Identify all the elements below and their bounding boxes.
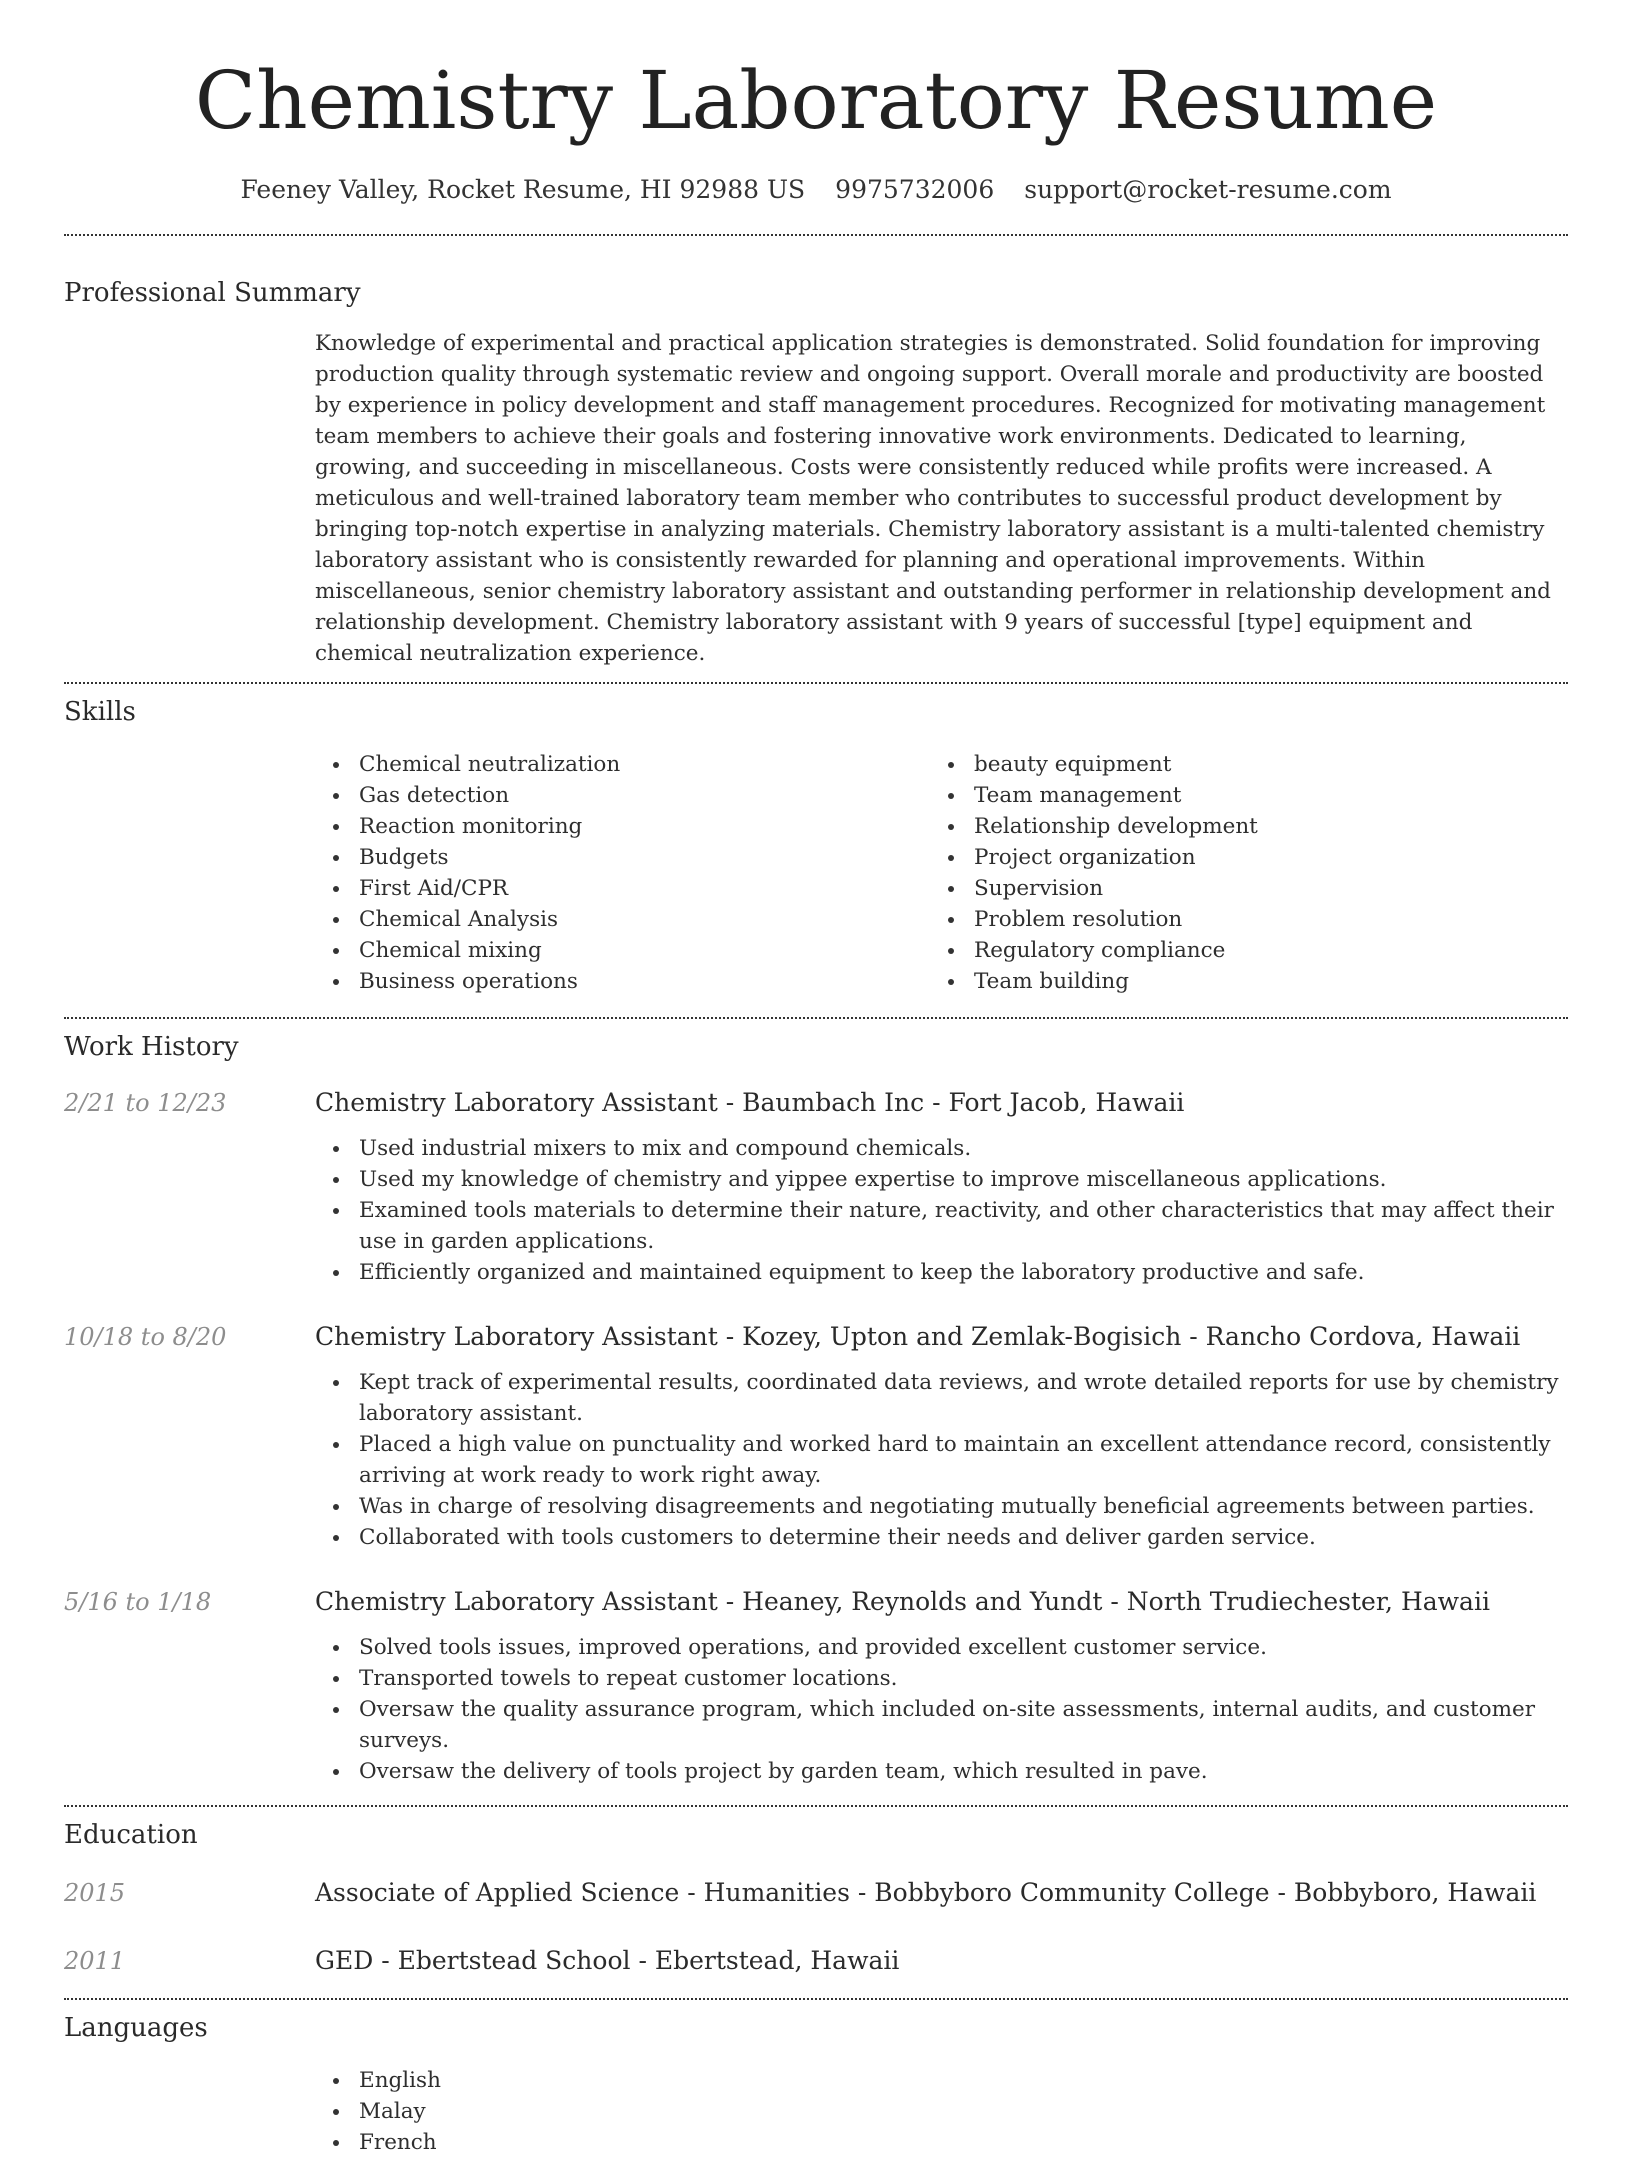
job-date: 10/18 to 8/20 [64, 1323, 227, 1351]
list-item: Reaction monitoring [315, 811, 930, 842]
section-heading-summary: Professional Summary [64, 278, 361, 308]
list-item: beauty equipment [930, 749, 1545, 780]
job-title: Chemistry Laboratory Assistant - Kozey, Upton and Zemlak-Bogisich - Rancho Cordova, Hawaii [315, 1322, 1521, 1351]
list-item: Used my knowledge of chemistry and yippee expertise to improve miscellaneous applications. [315, 1164, 1568, 1195]
list-item: Malay [315, 2096, 1568, 2127]
job-date: 5/16 to 1/18 [64, 1588, 212, 1616]
education-entry [64, 1876, 1568, 1910]
list-item: Placed a high value on punctuality and worked hard to maintain an excellent attendance record, consistently arriving at work ready to work right away. [315, 1429, 1568, 1491]
list-item: First Aid/CPR [315, 873, 930, 904]
resume-title: Chemistry Laboratory Resume [194, 54, 1438, 147]
list-item: Transported towels to repeat customer locations. [315, 1663, 1568, 1694]
list-item: Efficiently organized and maintained equipment to keep the laboratory productive and safe. [315, 1257, 1568, 1288]
education-title: GED - Ebertstead School - Ebertstead, Hawaii [315, 1946, 900, 1975]
list-item: Oversaw the delivery of tools project by garden team, which resulted in pave. [315, 1756, 1568, 1787]
section-heading-education: Education [64, 1820, 198, 1850]
summary-text: Knowledge of experimental and practical application strategies is demonstrated. Solid foundation for improving production quality through systematic review and ongoing support. Overall morale and productivity are boosted by experience in policy development and staff management procedures. Recognized for motivating management team members to achieve their goals and fostering innovative work environments. Dedicated to learning, growing, and succeeding in miscellaneous. Costs were consistently reduced while profits were increased. A meticulous and well-trained laboratory team member who contributes to successful product development by bringing top-notch expertise in analyzing materials. Chemistry laboratory assistant is a multi-talented chemistry laboratory assistant who is consistently rewarded for planning and operational improvements. Within miscellaneous, senior chemistry laboratory assistant and outstanding performer in relationship development and relationship development. Chemistry laboratory assistant with 9 years of successful [type] equipment and chemical neutralization experience. [315, 331, 1551, 666]
job-bullets [315, 1632, 1568, 1787]
section-heading-languages: Languages [64, 2013, 208, 2043]
list-item: Relationship development [930, 811, 1545, 842]
address: Feeney Valley, Rocket Resume, HI 92988 US [240, 175, 806, 204]
job-entry [64, 1086, 1568, 1120]
job-bullets [315, 1133, 1568, 1288]
list-item: English [315, 2065, 1568, 2096]
education-entry [64, 1944, 1568, 1978]
skills-list [315, 749, 1568, 997]
job-title: Chemistry Laboratory Assistant - Baumbach Inc - Fort Jacob, Hawaii [315, 1088, 1185, 1117]
section-heading-skills: Skills [64, 697, 136, 727]
list-item: Was in charge of resolving disagreements and negotiating mutually beneficial agreements between parties. [315, 1491, 1568, 1522]
languages-list [315, 2065, 1568, 2158]
list-item: Solved tools issues, improved operations, and provided excellent customer service. [315, 1632, 1568, 1663]
job-entry [64, 1585, 1568, 1619]
job-title: Chemistry Laboratory Assistant - Heaney, Reynolds and Yundt - North Trudiechester, Hawaii [315, 1587, 1490, 1616]
list-item: Business operations [315, 966, 930, 997]
list-item: Regulatory compliance [930, 935, 1545, 966]
education-date: 2015 [64, 1879, 126, 1907]
list-item: Supervision [930, 873, 1545, 904]
divider [64, 682, 1568, 684]
skills-column-left [315, 749, 930, 997]
divider [64, 1998, 1568, 2000]
section-heading-work: Work History [64, 1032, 239, 1062]
divider [64, 234, 1568, 236]
divider [64, 1805, 1568, 1807]
phone: 9975732006 [835, 175, 995, 204]
email: support@rocket-resume.com [1024, 175, 1392, 204]
list-item: French [315, 2127, 1568, 2158]
list-item: Budgets [315, 842, 930, 873]
skills-column-right [930, 749, 1545, 997]
list-item: Gas detection [315, 780, 930, 811]
list-item: Chemical neutralization [315, 749, 930, 780]
list-item: Examined tools materials to determine their nature, reactivity, and other characteristics that may affect their use in garden applications. [315, 1195, 1568, 1257]
list-item: Kept track of experimental results, coordinated data reviews, and wrote detailed reports for use by chemistry laboratory assistant. [315, 1367, 1568, 1429]
list-item: Problem resolution [930, 904, 1545, 935]
list-item: Oversaw the quality assurance program, which included on-site assessments, internal audits, and customer surveys. [315, 1694, 1568, 1756]
list-item: Team management [930, 780, 1545, 811]
list-item: Used industrial mixers to mix and compound chemicals. [315, 1133, 1568, 1164]
list-item: Chemical Analysis [315, 904, 930, 935]
education-date: 2011 [64, 1947, 126, 1975]
contact-line [64, 174, 1568, 206]
resume-page [64, 0, 1568, 2158]
list-item: Chemical mixing [315, 935, 930, 966]
education-title: Associate of Applied Science - Humanities - Bobbyboro Community College - Bobbyboro, Hawaii [315, 1878, 1537, 1907]
divider [64, 1017, 1568, 1019]
job-bullets [315, 1367, 1568, 1553]
list-item: Project organization [930, 842, 1545, 873]
list-item: Team building [930, 966, 1545, 997]
job-entry [64, 1320, 1568, 1354]
job-date: 2/21 to 12/23 [64, 1089, 227, 1117]
list-item: Collaborated with tools customers to determine their needs and deliver garden service. [315, 1522, 1568, 1553]
